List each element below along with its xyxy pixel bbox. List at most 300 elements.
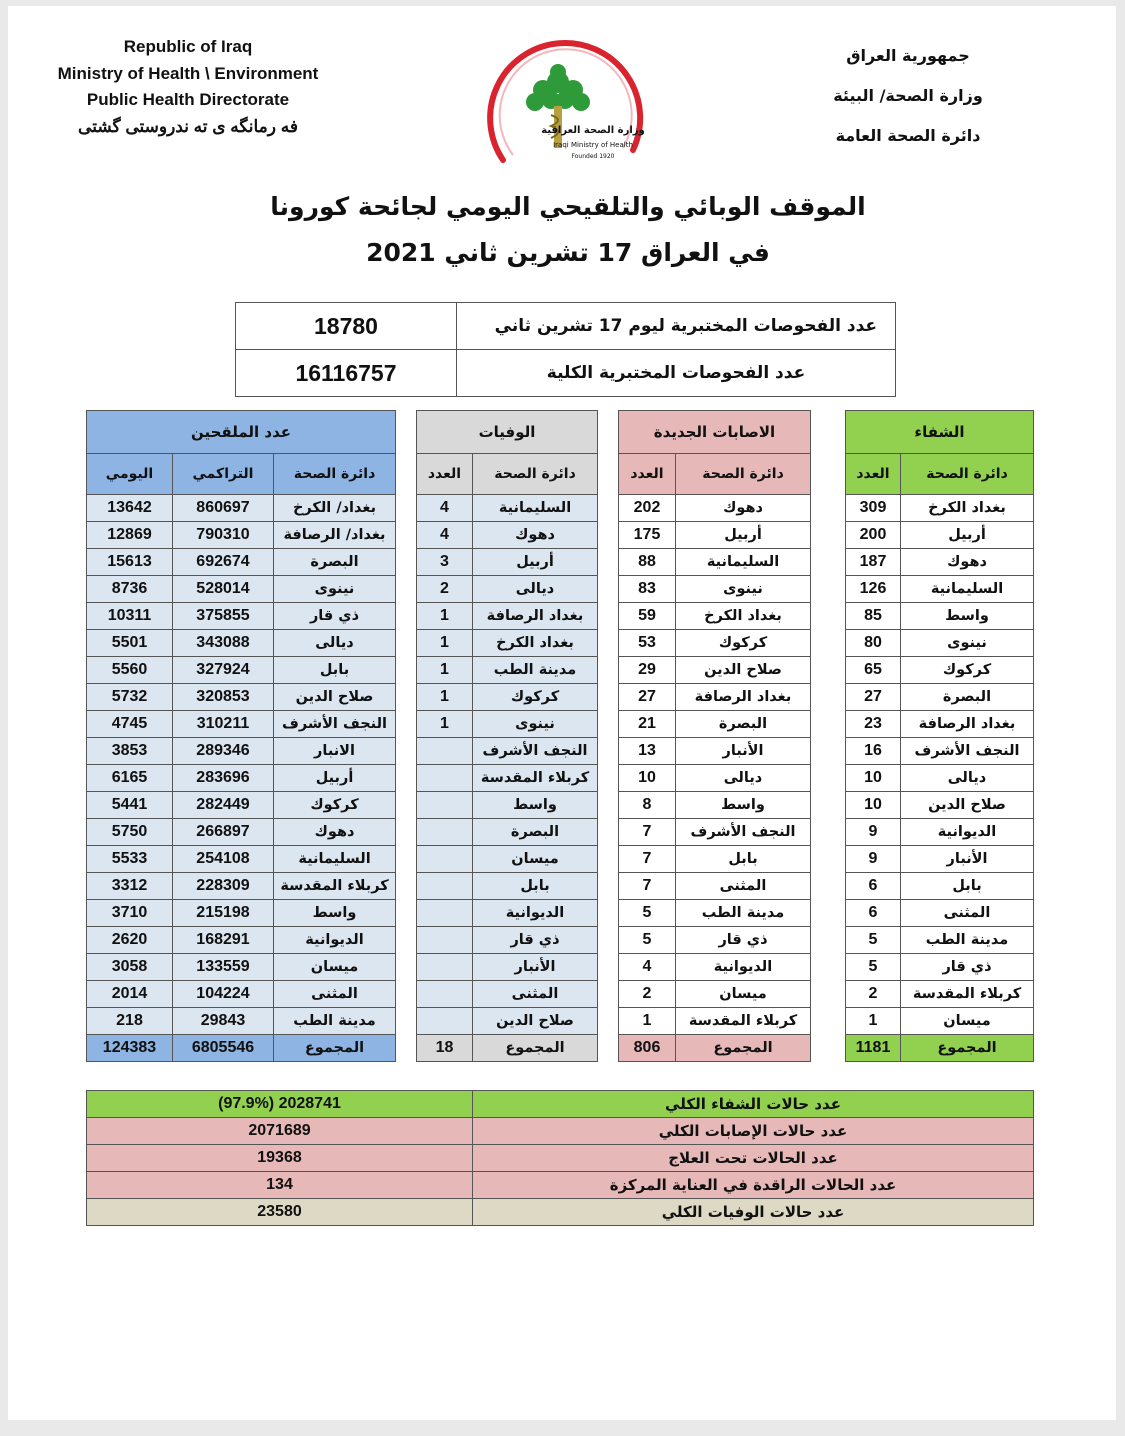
deaths-directorate-cell: الأنبار xyxy=(473,954,598,981)
recovered-row xyxy=(846,603,1034,630)
deaths-row xyxy=(417,549,598,576)
vaccinated-directorate-cell: مدينة الطب xyxy=(274,1008,396,1035)
deaths-row xyxy=(417,792,598,819)
vaccinated-row xyxy=(87,765,396,792)
vaccinated-row xyxy=(87,657,396,684)
vaccinated-daily-cell: 12869 xyxy=(87,522,173,549)
deaths-row xyxy=(417,819,598,846)
vaccinated-cumulative-cell: 327924 xyxy=(173,657,274,684)
recovered-row xyxy=(846,1008,1034,1035)
cases-directorate-cell: بغداد الكرخ xyxy=(676,603,811,630)
deaths-row xyxy=(417,873,598,900)
vaccinated-cumulative-cell: 29843 xyxy=(173,1008,274,1035)
cases-directorate-cell: بغداد الرصافة xyxy=(676,684,811,711)
recovered-directorate-cell: بابل xyxy=(901,873,1034,900)
cases-row xyxy=(619,630,811,657)
new-cases-title: الاصابات الجديدة xyxy=(619,411,811,454)
recovered-directorate-cell: الأنبار xyxy=(901,846,1034,873)
vaccinated-daily-cell: 5501 xyxy=(87,630,173,657)
cases-directorate-cell: الديوانية xyxy=(676,954,811,981)
deaths-count-cell xyxy=(417,981,473,1008)
deaths-count-cell: 1 xyxy=(417,657,473,684)
cases-count-cell: 7 xyxy=(619,873,676,900)
header-arabic xyxy=(808,36,1008,156)
vaccinated-title: عدد الملقحين xyxy=(87,411,396,454)
vaccinated-directorate-cell: الانبار xyxy=(274,738,396,765)
deaths-row xyxy=(417,495,598,522)
vaccinated-daily-cell: 8736 xyxy=(87,576,173,603)
vaccinated-daily-cell: 5560 xyxy=(87,657,173,684)
vaccinated-daily-cell: 3312 xyxy=(87,873,173,900)
recovered-row xyxy=(846,927,1034,954)
cases-row xyxy=(619,954,811,981)
recovered-directorate-cell: المثنى xyxy=(901,900,1034,927)
recovered-directorate-cell: واسط xyxy=(901,603,1034,630)
vaccinated-cumulative-cell: 860697 xyxy=(173,495,274,522)
recovered-row xyxy=(846,846,1034,873)
vaccinated-col-cumulative: التراكمي xyxy=(173,454,274,495)
recovered-directorate-cell: بغداد الكرخ xyxy=(901,495,1034,522)
deaths-count-cell xyxy=(417,1008,473,1035)
deaths-total-label: المجموع xyxy=(473,1035,598,1062)
cases-row xyxy=(619,792,811,819)
vaccinated-directorate-cell: النجف الأشرف xyxy=(274,711,396,738)
recovered-directorate-cell: الديوانية xyxy=(901,819,1034,846)
summary-row xyxy=(87,1091,1034,1118)
cases-row xyxy=(619,1008,811,1035)
recovered-row xyxy=(846,495,1034,522)
deaths-directorate-cell: نينوى xyxy=(473,711,598,738)
deaths-count-cell xyxy=(417,900,473,927)
recovered-count-cell: 80 xyxy=(846,630,901,657)
deaths-row xyxy=(417,738,598,765)
recovered-count-cell: 23 xyxy=(846,711,901,738)
deaths-count-cell: 1 xyxy=(417,684,473,711)
vaccinated-cumulative-cell: 320853 xyxy=(173,684,274,711)
vaccinated-cumulative-cell: 375855 xyxy=(173,603,274,630)
deaths-table xyxy=(416,410,598,1062)
vaccinated-directorate-cell: الديوانية xyxy=(274,927,396,954)
vaccinated-row xyxy=(87,873,396,900)
recovered-count-cell: 187 xyxy=(846,549,901,576)
cases-count-cell: 202 xyxy=(619,495,676,522)
deaths-count-cell xyxy=(417,738,473,765)
cases-directorate-cell: ميسان xyxy=(676,981,811,1008)
new-cases-col-name: دائرة الصحة xyxy=(676,454,811,495)
recovered-row xyxy=(846,549,1034,576)
recovered-count-cell: 309 xyxy=(846,495,901,522)
cases-row xyxy=(619,549,811,576)
deaths-count-cell: 4 xyxy=(417,495,473,522)
cases-row xyxy=(619,603,811,630)
cases-count-cell: 10 xyxy=(619,765,676,792)
summary-value: 19368 xyxy=(87,1145,473,1172)
vaccinated-row xyxy=(87,603,396,630)
new-cases-table xyxy=(618,410,811,1062)
vaccinated-row xyxy=(87,630,396,657)
deaths-row xyxy=(417,1008,598,1035)
recovered-count-cell: 5 xyxy=(846,927,901,954)
vaccinated-directorate-cell: كربلاء المقدسة xyxy=(274,873,396,900)
cases-row xyxy=(619,495,811,522)
recovered-count-cell: 85 xyxy=(846,603,901,630)
recovered-row xyxy=(846,522,1034,549)
cases-row xyxy=(619,981,811,1008)
vaccinated-daily-cell: 4745 xyxy=(87,711,173,738)
deaths-count-cell xyxy=(417,873,473,900)
deaths-directorate-cell: بغداد الكرخ xyxy=(473,630,598,657)
vaccinated-directorate-cell: نينوى xyxy=(274,576,396,603)
recovered-count-cell: 5 xyxy=(846,954,901,981)
deaths-count-cell: 3 xyxy=(417,549,473,576)
deaths-count-cell xyxy=(417,819,473,846)
cases-directorate-cell: نينوى xyxy=(676,576,811,603)
cases-row xyxy=(619,738,811,765)
vaccinated-cumulative-cell: 168291 xyxy=(173,927,274,954)
deaths-directorate-cell: دهوك xyxy=(473,522,598,549)
vaccinated-row xyxy=(87,684,396,711)
new-cases-total: 806 xyxy=(619,1035,676,1062)
vaccinated-row xyxy=(87,738,396,765)
recovered-row xyxy=(846,873,1034,900)
deaths-row xyxy=(417,684,598,711)
vaccinated-daily-cell: 2014 xyxy=(87,981,173,1008)
recovered-count-cell: 10 xyxy=(846,792,901,819)
header-ar-country: جمهورية العراق xyxy=(846,46,970,65)
recovered-directorate-cell: ذي قار xyxy=(901,954,1034,981)
vaccinated-daily-cell: 218 xyxy=(87,1008,173,1035)
cases-directorate-cell: البصرة xyxy=(676,711,811,738)
deaths-row xyxy=(417,954,598,981)
report-sheet xyxy=(8,6,1116,1420)
vaccinated-row xyxy=(87,792,396,819)
recovered-directorate-cell: بغداد الرصافة xyxy=(901,711,1034,738)
vaccinated-row xyxy=(87,711,396,738)
recovered-row xyxy=(846,630,1034,657)
recovered-count-cell: 10 xyxy=(846,765,901,792)
deaths-col-count: العدد xyxy=(417,454,473,495)
recovered-row xyxy=(846,738,1034,765)
recovered-directorate-cell: ديالى xyxy=(901,765,1034,792)
vaccinated-row xyxy=(87,981,396,1008)
cases-count-cell: 27 xyxy=(619,684,676,711)
cases-count-cell: 7 xyxy=(619,846,676,873)
deaths-directorate-cell: الديوانية xyxy=(473,900,598,927)
lab-tests-daily-row xyxy=(236,303,896,350)
recovered-directorate-cell: صلاح الدين xyxy=(901,792,1034,819)
vaccinated-daily-cell: 6165 xyxy=(87,765,173,792)
vaccinated-cumulative-cell: 343088 xyxy=(173,630,274,657)
recovered-count-cell: 126 xyxy=(846,576,901,603)
vaccinated-daily-cell: 2620 xyxy=(87,927,173,954)
new-cases-total-label: المجموع xyxy=(676,1035,811,1062)
deaths-count-cell: 1 xyxy=(417,630,473,657)
recovered-col-count: العدد xyxy=(846,454,901,495)
vaccinated-daily-cell: 3058 xyxy=(87,954,173,981)
cases-row xyxy=(619,846,811,873)
lab-tests-total-value: 16116757 xyxy=(236,350,457,397)
vaccinated-cumulative-cell: 283696 xyxy=(173,765,274,792)
deaths-row xyxy=(417,522,598,549)
summary-value: 23580 xyxy=(87,1199,473,1226)
vaccinated-daily-cell: 3710 xyxy=(87,900,173,927)
report-title: الموقف الوبائي والتلقيحي اليومي لجائحة كورونا xyxy=(270,192,866,221)
vaccinated-directorate-cell: السليمانية xyxy=(274,846,396,873)
summary-value: (97.9%) 2028741 xyxy=(87,1091,473,1118)
recovered-directorate-cell: دهوك xyxy=(901,549,1034,576)
lab-tests-daily-label: عدد الفحوصات المختبرية ليوم 17 تشرين ثاني xyxy=(457,303,896,350)
vaccinated-cumulative-cell: 215198 xyxy=(173,900,274,927)
vaccinated-daily-cell: 5533 xyxy=(87,846,173,873)
vaccinated-cumulative-cell: 228309 xyxy=(173,873,274,900)
recovered-directorate-cell: أربيل xyxy=(901,522,1034,549)
summary-label: عدد الحالات الراقدة في العناية المركزة xyxy=(473,1172,1034,1199)
deaths-count-cell xyxy=(417,765,473,792)
vaccinated-row xyxy=(87,576,396,603)
logo-arabic-name: وزارة الصحة العراقية xyxy=(541,125,645,136)
vaccinated-row xyxy=(87,522,396,549)
vaccinated-daily-cell: 13642 xyxy=(87,495,173,522)
vaccinated-rows xyxy=(87,495,396,1035)
vaccinated-directorate-cell: بغداد/ الرصافة xyxy=(274,522,396,549)
header-english xyxy=(38,34,338,140)
recovered-total: 1181 xyxy=(846,1035,901,1062)
cases-count-cell: 8 xyxy=(619,792,676,819)
cases-count-cell: 83 xyxy=(619,576,676,603)
recovered-row xyxy=(846,765,1034,792)
vaccinated-row xyxy=(87,819,396,846)
deaths-row xyxy=(417,711,598,738)
recovered-directorate-cell: مدينة الطب xyxy=(901,927,1034,954)
summary-row xyxy=(87,1118,1034,1145)
vaccinated-cumulative-cell: 692674 xyxy=(173,549,274,576)
cases-row xyxy=(619,711,811,738)
cases-directorate-cell: الأنبار xyxy=(676,738,811,765)
summary-row xyxy=(87,1145,1034,1172)
recovered-count-cell: 1 xyxy=(846,1008,901,1035)
cases-count-cell: 175 xyxy=(619,522,676,549)
lab-tests-total-row xyxy=(236,350,896,397)
cases-directorate-cell: دهوك xyxy=(676,495,811,522)
lab-tests-total-label: عدد الفحوصات المختبرية الكلية xyxy=(457,350,896,397)
logo-founded: Founded 1920 xyxy=(571,153,615,160)
vaccinated-row xyxy=(87,495,396,522)
deaths-row xyxy=(417,603,598,630)
recovered-count-cell: 6 xyxy=(846,873,901,900)
vaccinated-row xyxy=(87,846,396,873)
deaths-directorate-cell: النجف الأشرف xyxy=(473,738,598,765)
recovered-directorate-cell: نينوى xyxy=(901,630,1034,657)
vaccinated-row xyxy=(87,954,396,981)
vaccinated-col-name: دائرة الصحة xyxy=(274,454,396,495)
vaccinated-total-label: المجموع xyxy=(274,1035,396,1062)
recovered-title: الشفاء xyxy=(846,411,1034,454)
recovered-count-cell: 16 xyxy=(846,738,901,765)
deaths-directorate-cell: ديالى xyxy=(473,576,598,603)
deaths-row xyxy=(417,630,598,657)
recovered-row xyxy=(846,684,1034,711)
vaccinated-directorate-cell: دهوك xyxy=(274,819,396,846)
deaths-row xyxy=(417,981,598,1008)
vaccinated-daily-cell: 3853 xyxy=(87,738,173,765)
recovered-directorate-cell: ميسان xyxy=(901,1008,1034,1035)
deaths-count-cell xyxy=(417,846,473,873)
vaccinated-cumulative-cell: 790310 xyxy=(173,522,274,549)
lab-tests-table xyxy=(235,302,896,397)
recovered-total-label: المجموع xyxy=(901,1035,1034,1062)
summary-label: عدد حالات الوفيات الكلي xyxy=(473,1199,1034,1226)
report-subtitle-date: في العراق 17 تشرين ثاني 2021 xyxy=(366,238,770,267)
recovered-directorate-cell: السليمانية xyxy=(901,576,1034,603)
header-kurdish-directorate: فه رمانگه ى ته ندروستى گشتى xyxy=(78,116,298,136)
recovered-directorate-cell: النجف الأشرف xyxy=(901,738,1034,765)
cases-directorate-cell: ديالى xyxy=(676,765,811,792)
cases-row xyxy=(619,765,811,792)
cases-directorate-cell: واسط xyxy=(676,792,811,819)
deaths-directorate-cell: صلاح الدين xyxy=(473,1008,598,1035)
cases-directorate-cell: ذي قار xyxy=(676,927,811,954)
vaccinated-daily-cell: 5441 xyxy=(87,792,173,819)
recovered-count-cell: 27 xyxy=(846,684,901,711)
header-en-ministry: Ministry of Health \ Environment xyxy=(57,63,319,83)
deaths-row xyxy=(417,765,598,792)
vaccinated-row xyxy=(87,900,396,927)
vaccinated-daily-cell: 15613 xyxy=(87,549,173,576)
cases-count-cell: 4 xyxy=(619,954,676,981)
deaths-directorate-cell: أربيل xyxy=(473,549,598,576)
recovered-row xyxy=(846,819,1034,846)
summary-rows xyxy=(87,1091,1034,1226)
deaths-directorate-cell: المثنى xyxy=(473,981,598,1008)
deaths-count-cell: 2 xyxy=(417,576,473,603)
deaths-directorate-cell: كركوك xyxy=(473,684,598,711)
deaths-count-cell: 1 xyxy=(417,603,473,630)
vaccinated-row xyxy=(87,927,396,954)
recovered-row xyxy=(846,792,1034,819)
deaths-directorate-cell: كربلاء المقدسة xyxy=(473,765,598,792)
cases-directorate-cell: كركوك xyxy=(676,630,811,657)
deaths-count-cell xyxy=(417,792,473,819)
vaccinated-cumulative-cell: 282449 xyxy=(173,792,274,819)
deaths-directorate-cell: السليمانية xyxy=(473,495,598,522)
header-ar-directorate: دائرة الصحة العامة xyxy=(835,126,981,145)
recovered-count-cell: 9 xyxy=(846,819,901,846)
vaccinated-directorate-cell: كركوك xyxy=(274,792,396,819)
recovered-directorate-cell: كركوك xyxy=(901,657,1034,684)
new-cases-rows xyxy=(619,495,811,1035)
summary-label: عدد الحالات تحت العلاج xyxy=(473,1145,1034,1172)
recovered-directorate-cell: كربلاء المقدسة xyxy=(901,981,1034,1008)
deaths-row xyxy=(417,846,598,873)
cases-count-cell: 7 xyxy=(619,819,676,846)
vaccinated-directorate-cell: ديالى xyxy=(274,630,396,657)
header-en-country: Republic of Iraq xyxy=(123,37,253,56)
recovered-row xyxy=(846,981,1034,1008)
deaths-directorate-cell: مدينة الطب xyxy=(473,657,598,684)
vaccinated-directorate-cell: ذي قار xyxy=(274,603,396,630)
cases-directorate-cell: مدينة الطب xyxy=(676,900,811,927)
recovered-directorate-cell: البصرة xyxy=(901,684,1034,711)
summary-row xyxy=(87,1199,1034,1226)
summary-label: عدد حالات الإصابات الكلي xyxy=(473,1118,1034,1145)
cases-directorate-cell: المثنى xyxy=(676,873,811,900)
cases-count-cell: 5 xyxy=(619,927,676,954)
deaths-row xyxy=(417,900,598,927)
cases-directorate-cell: كربلاء المقدسة xyxy=(676,1008,811,1035)
deaths-total: 18 xyxy=(417,1035,473,1062)
deaths-directorate-cell: البصرة xyxy=(473,819,598,846)
recovered-count-cell: 65 xyxy=(846,657,901,684)
vaccinated-directorate-cell: أربيل xyxy=(274,765,396,792)
vaccinated-daily-cell: 5732 xyxy=(87,684,173,711)
vaccinated-table xyxy=(86,410,396,1062)
vaccinated-cumulative-cell: 104224 xyxy=(173,981,274,1008)
deaths-count-cell xyxy=(417,954,473,981)
cases-directorate-cell: صلاح الدين xyxy=(676,657,811,684)
recovered-count-cell: 2 xyxy=(846,981,901,1008)
header-en-directorate: Public Health Directorate xyxy=(86,90,290,109)
cases-row xyxy=(619,522,811,549)
deaths-directorate-cell: بابل xyxy=(473,873,598,900)
vaccinated-total-daily: 124383 xyxy=(87,1035,173,1062)
vaccinated-daily-cell: 5750 xyxy=(87,819,173,846)
cases-row xyxy=(619,900,811,927)
cases-count-cell: 5 xyxy=(619,900,676,927)
vaccinated-cumulative-cell: 289346 xyxy=(173,738,274,765)
cases-row xyxy=(619,576,811,603)
cases-count-cell: 2 xyxy=(619,981,676,1008)
recovered-row xyxy=(846,576,1034,603)
lab-tests-daily-value: 18780 xyxy=(236,303,457,350)
vaccinated-directorate-cell: ميسان xyxy=(274,954,396,981)
cases-directorate-cell: أربيل xyxy=(676,522,811,549)
recovered-count-cell: 200 xyxy=(846,522,901,549)
vaccinated-cumulative-cell: 310211 xyxy=(173,711,274,738)
deaths-rows xyxy=(417,495,598,1035)
summary-value: 134 xyxy=(87,1172,473,1199)
deaths-directorate-cell: ذي قار xyxy=(473,927,598,954)
cases-row xyxy=(619,657,811,684)
header-ar-ministry: وزارة الصحة/ البيئة xyxy=(833,86,983,105)
cases-row xyxy=(619,873,811,900)
deaths-row xyxy=(417,927,598,954)
cases-count-cell: 13 xyxy=(619,738,676,765)
deaths-row xyxy=(417,576,598,603)
vaccinated-total-cumulative: 6805546 xyxy=(173,1035,274,1062)
cases-row xyxy=(619,819,811,846)
cases-row xyxy=(619,927,811,954)
vaccinated-directorate-cell: البصرة xyxy=(274,549,396,576)
cases-count-cell: 53 xyxy=(619,630,676,657)
deaths-directorate-cell: ميسان xyxy=(473,846,598,873)
deaths-count-cell: 4 xyxy=(417,522,473,549)
cases-count-cell: 1 xyxy=(619,1008,676,1035)
vaccinated-cumulative-cell: 528014 xyxy=(173,576,274,603)
cases-count-cell: 88 xyxy=(619,549,676,576)
vaccinated-cumulative-cell: 254108 xyxy=(173,846,274,873)
summary-label: عدد حالات الشفاء الكلي xyxy=(473,1091,1034,1118)
summary-row xyxy=(87,1172,1034,1199)
vaccinated-cumulative-cell: 133559 xyxy=(173,954,274,981)
summary-table xyxy=(86,1090,1034,1226)
cases-directorate-cell: بابل xyxy=(676,846,811,873)
vaccinated-directorate-cell: بغداد/ الكرخ xyxy=(274,495,396,522)
cases-directorate-cell: السليمانية xyxy=(676,549,811,576)
new-cases-col-count: العدد xyxy=(619,454,676,495)
vaccinated-directorate-cell: واسط xyxy=(274,900,396,927)
recovered-rows xyxy=(846,495,1034,1035)
deaths-count-cell xyxy=(417,927,473,954)
